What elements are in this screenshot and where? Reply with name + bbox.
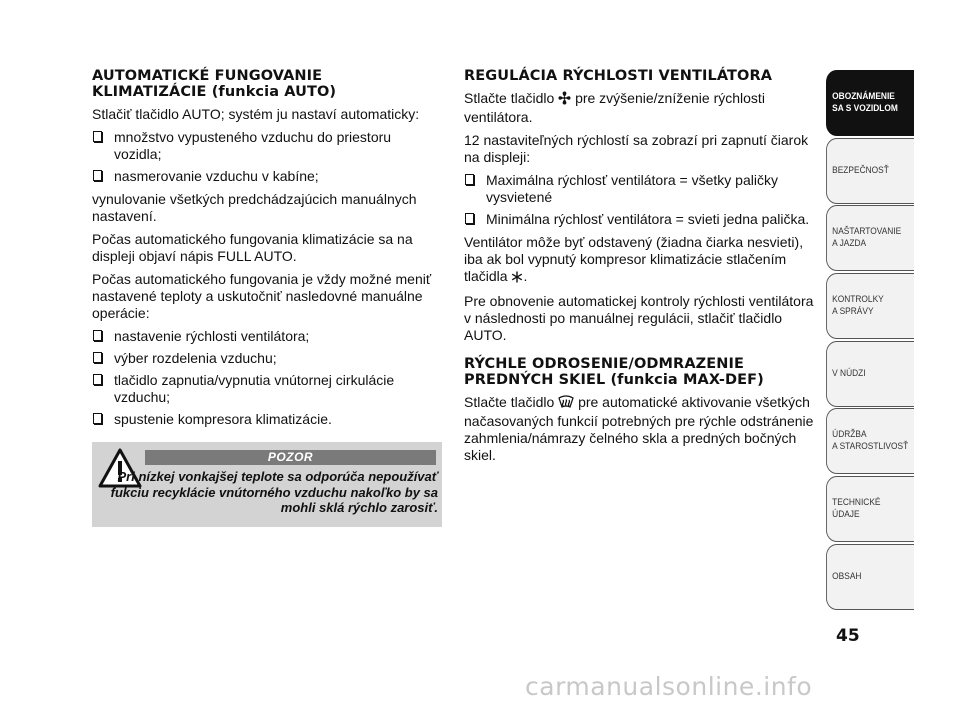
tab-maintenance[interactable]	[826, 408, 914, 474]
warning-title: POZOR	[145, 450, 436, 465]
paragraph: vynulovanie všetkých predchádzajúcich manuálnych nastavení.	[92, 191, 417, 224]
list-item: množstvo vypusteného vzduchu do priestoru vozidla;	[92, 129, 442, 163]
watermark: carmanualsonline.info	[525, 672, 813, 701]
tab-contents[interactable]	[826, 544, 914, 610]
paragraph: 12 nastaviteľných rýchlostí sa zobrazí pri zapnutí čiarok na displeji:	[464, 132, 809, 165]
windshield-defrost-icon	[558, 395, 574, 413]
tab-emergency[interactable]	[826, 341, 914, 407]
chapter-sidebar	[826, 70, 916, 612]
text: pre zvýšenie/zníženie rýchlosti ventilátora.	[464, 90, 765, 125]
bullet-list	[92, 328, 442, 428]
text: Stlačte tlačidlo	[464, 90, 555, 106]
text: Stlačte tlačidlo	[464, 394, 555, 410]
tab-label: NAŠTARTOVANIE A JAZDA	[832, 226, 902, 250]
bullet-list	[92, 129, 442, 185]
fan-icon	[558, 91, 571, 109]
tab-safety[interactable]	[826, 138, 914, 204]
list-item: výber rozdelenia vzduchu;	[92, 350, 442, 367]
list-item: nasmerovanie vzduchu v kabíne;	[92, 168, 442, 185]
list-item: tlačidlo zapnutia/vypnutia vnútornej cirkulácie vzduchu;	[92, 372, 442, 406]
text: Ventilátor môže byť odstavený (žiadna čiarka nesvieti), iba ak bol vypnutý kompresor klimatizácie stlačením tlačidla	[464, 234, 804, 284]
right-column	[464, 68, 819, 470]
tab-starting-driving[interactable]	[826, 205, 914, 271]
tab-getting-to-know[interactable]	[826, 70, 914, 136]
paragraph	[464, 234, 819, 287]
paragraph	[464, 90, 819, 126]
section-heading-fan-speed: REGULÁCIA RÝCHLOSTI VENTILÁTORA	[464, 68, 773, 84]
warning-box	[92, 442, 442, 527]
paragraph: Stlačiť tlačidlo AUTO; systém ju nastaví automaticky:	[92, 106, 420, 122]
paragraph: Počas automatického fungovania klimatizácie sa na displeji objaví nápis FULL AUTO.	[92, 231, 413, 264]
list-item: Maximálna rýchlosť ventilátora = všetky paličky vysvietené	[464, 172, 819, 206]
tab-label: OBSAH	[832, 570, 862, 582]
list-item: nastavenie rýchlosti ventilátora;	[92, 328, 442, 345]
tab-label: TECHNICKÉ ÚDAJE	[832, 497, 881, 521]
left-column	[92, 68, 442, 434]
section-heading-defrost: RÝCHLE ODROSENIE/ODMRAZENIE PREDNÝCH SKIEL (funkcia MAX-DEF)	[464, 356, 764, 388]
paragraph	[464, 394, 819, 464]
text: .	[523, 268, 528, 284]
paragraph: Pre obnovenie automatickej kontroly rýchlosti ventilátora v následnosti po manuálnej regulácii, stlačiť tlačidlo AUTO.	[464, 293, 814, 343]
warning-text: Pri nízkej vonkajšej teplote sa odporúča nepoužívať fukciu recyklácie vnútorného vzduchu nakoľko by sa mohli sklá rýchlo zarosiť.	[110, 469, 438, 515]
paragraph: Počas automatického fungovania je vždy možné meniť nastavené teploty a uskutočniť nasledovné manuálne operácie:	[92, 271, 432, 321]
bullet-list	[464, 172, 819, 228]
tab-label: V NÚDZI	[832, 367, 866, 379]
tab-label: KONTROLKY A SPRÁVY	[832, 294, 884, 318]
tab-label: BEZPEČNOSŤ	[832, 164, 889, 176]
tab-label: OBOZNÁMENIE SA S VOZIDLOM	[832, 91, 898, 114]
list-item: spustenie kompresora klimatizácie.	[92, 411, 442, 428]
page-number: 45	[836, 626, 860, 646]
section-heading-auto: AUTOMATICKÉ FUNGOVANIE KLIMATIZÁCIE (funkcia AUTO)	[92, 68, 337, 100]
tab-technical-data[interactable]	[826, 476, 914, 542]
snowflake-icon	[511, 270, 523, 287]
list-item: Minimálna rýchlosť ventilátora = svieti jedna palička.	[464, 211, 819, 228]
tab-label: ÚDRŽBA A STAROSTLIVOSŤ	[832, 429, 909, 453]
text: pre automatické aktivovanie všetkých načasovaných funkcií potrebných pre rýchle odstránenie zahmlenia/námrazy čelného skla a predných bočných skiel.	[464, 394, 814, 463]
tab-warning-lights[interactable]	[826, 273, 914, 339]
